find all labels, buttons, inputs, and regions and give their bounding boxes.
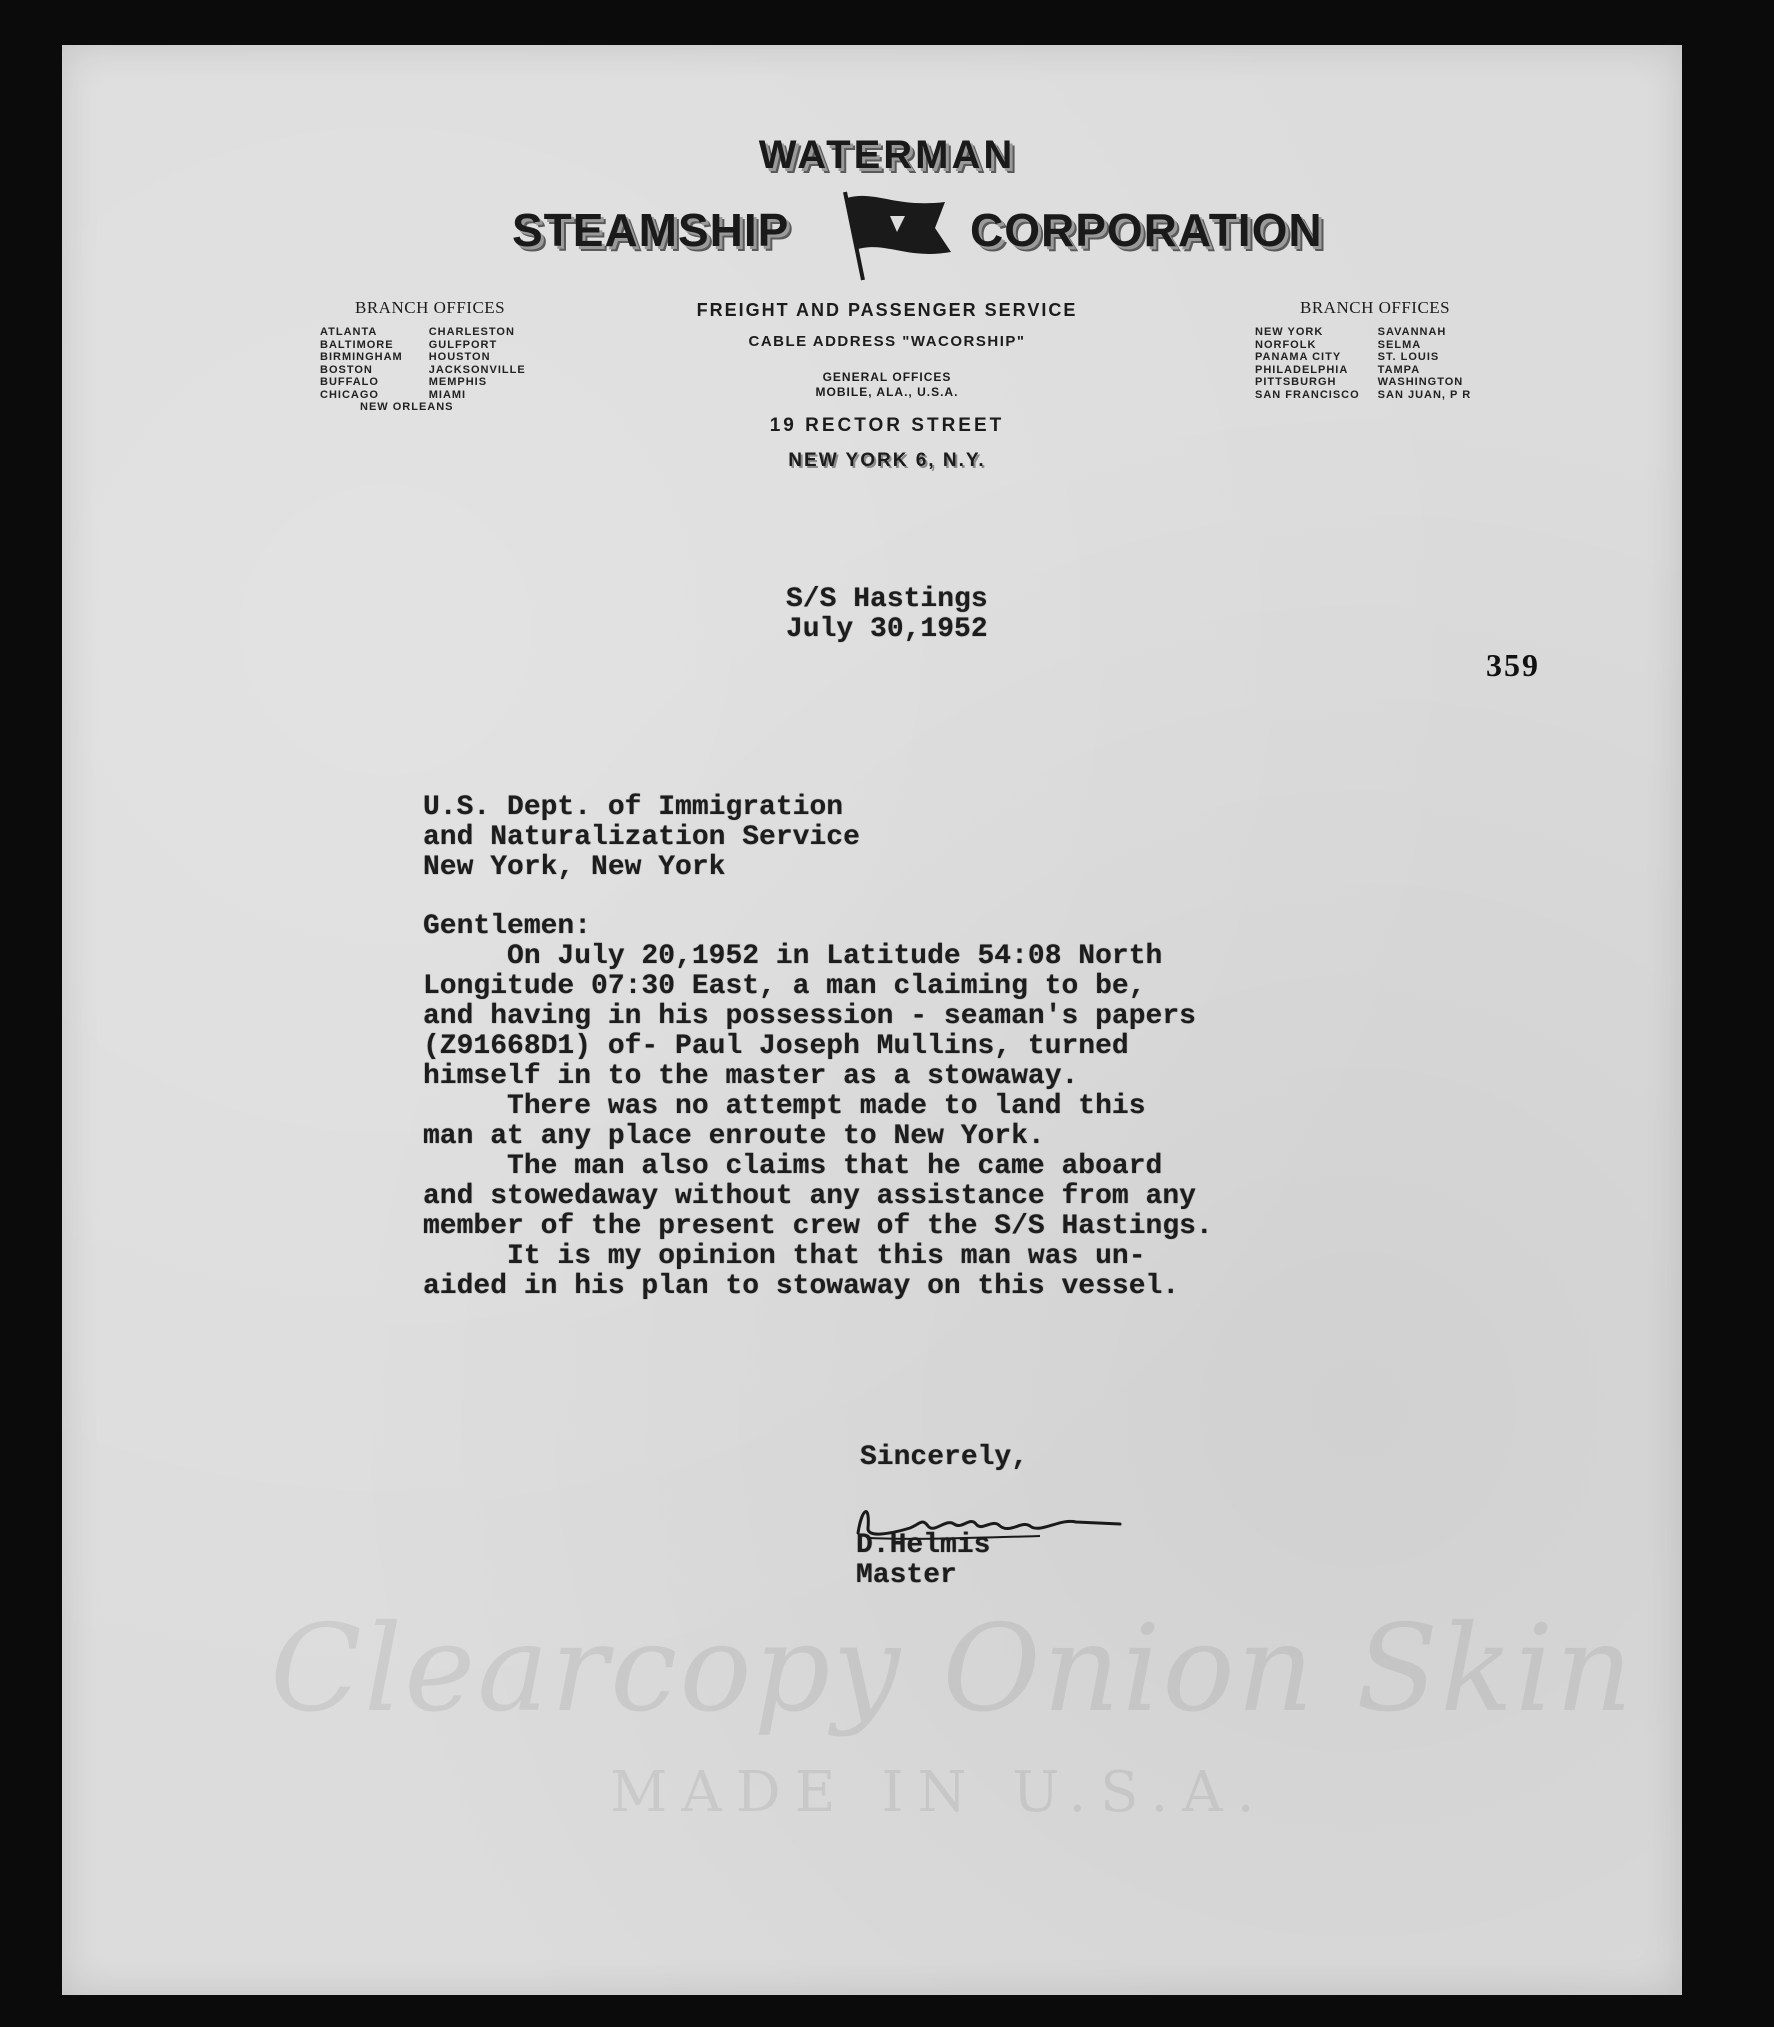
branch-offices-right: [1255, 298, 1472, 401]
branch-city: NEW ORLEANS: [360, 401, 454, 413]
recipient-line-1: U.S. Dept. of Immigration: [423, 792, 844, 823]
body-line: On July 20,1952 in Latitude 54:08 North: [423, 941, 1163, 972]
service-line: FREIGHT AND PASSENGER SERVICE: [696, 300, 1078, 320]
company-flag-icon: [835, 188, 955, 284]
branch-city: JACKSONVILLE: [428, 363, 526, 376]
brand-name-right: CORPORATION: [970, 204, 1323, 256]
page-number: 359: [1486, 647, 1540, 683]
body-line: and stowedaway without any assistance from any: [423, 1181, 1196, 1212]
recipient-line-2: and Naturalization Service: [423, 822, 860, 853]
branch-city: CHARLESTON: [428, 326, 515, 338]
branch-heading-left: BRANCH OFFICES: [355, 298, 506, 317]
brand-name-left: STEAMSHIP: [512, 204, 790, 256]
branch-city: CHICAGO: [320, 388, 379, 401]
branch-city: MIAMI: [428, 388, 467, 401]
body-line: man at any place enroute to New York.: [423, 1121, 1045, 1152]
body-line: It is my opinion that this man was un-: [423, 1241, 1146, 1272]
body-line: (Z91668D1) of- Paul Joseph Mullins, turned: [423, 1031, 1129, 1062]
branch-city: NEW YORK: [1255, 326, 1324, 338]
street-address: 19 RECTOR STREET: [769, 415, 1005, 436]
letter-date: July 30,1952: [786, 614, 988, 645]
body-line: aided in his plan to stowaway on this vessel.: [423, 1271, 1180, 1302]
body-line: member of the present crew of the S/S Hastings.: [423, 1211, 1213, 1242]
branch-city: SAVANNAH: [1377, 326, 1447, 338]
body-line: The man also claims that he came aboard: [423, 1151, 1163, 1182]
letter-body: [423, 942, 1213, 1302]
branch-city: SELMA: [1377, 338, 1422, 351]
branch-city: BUFFALO: [320, 376, 379, 388]
branch-heading-right: BRANCH OFFICES: [1300, 298, 1451, 317]
signer-title: Master: [856, 1560, 957, 1591]
body-line: Longitude 07:30 East, a man claiming to be,: [423, 971, 1146, 1002]
watermark-text: Clearcopy Onion Skin: [270, 1600, 1635, 1739]
branch-city: PHILADELPHIA: [1255, 363, 1349, 376]
general-offices-label: GENERAL OFFICES: [822, 370, 952, 384]
body-line: There was no attempt made to land this: [423, 1091, 1146, 1122]
city-address: NEW YORK 6, N.Y.: [788, 450, 986, 471]
signer-name: D.Helmis: [856, 1530, 991, 1561]
branch-city: ST. LOUIS: [1377, 351, 1440, 363]
branch-city: SAN FRANCISCO: [1255, 388, 1360, 401]
valediction: Sincerely,: [860, 1442, 1029, 1473]
branch-city: BALTIMORE: [320, 338, 394, 351]
body-line: himself in to the master as a stowaway.: [423, 1061, 1079, 1092]
cable-address: CABLE ADDRESS "WACORSHIP": [748, 333, 1026, 350]
salutation: Gentlemen:: [423, 911, 592, 942]
branch-city: PITTSBURGH: [1255, 376, 1337, 388]
branch-city: MEMPHIS: [428, 376, 488, 388]
branch-city: HOUSTON: [428, 351, 491, 363]
brand-name-top: WATERMAN: [758, 133, 1016, 177]
branch-column: [1255, 326, 1360, 401]
branch-column: [1378, 326, 1471, 401]
branch-city: ATLANTA: [320, 326, 378, 338]
general-offices-city: MOBILE, ALA., U.S.A.: [815, 385, 959, 399]
branch-city: BOSTON: [320, 363, 373, 376]
watermark-origin: MADE IN U.S.A.: [610, 1760, 1269, 1825]
branch-city: BIRMINGHAM: [320, 351, 403, 363]
body-line: and having in his possession - seaman's papers: [423, 1001, 1196, 1032]
branch-city: PANAMA CITY: [1255, 351, 1342, 363]
vessel-name: S/S Hastings: [786, 584, 988, 615]
branch-city: WASHINGTON: [1377, 376, 1464, 388]
branch-city: SAN JUAN, P R: [1377, 388, 1472, 401]
recipient-line-3: New York, New York: [423, 852, 726, 883]
branch-city: TAMPA: [1377, 363, 1421, 376]
branch-city: GULFPORT: [428, 338, 498, 351]
branch-city: NORFOLK: [1255, 338, 1317, 351]
